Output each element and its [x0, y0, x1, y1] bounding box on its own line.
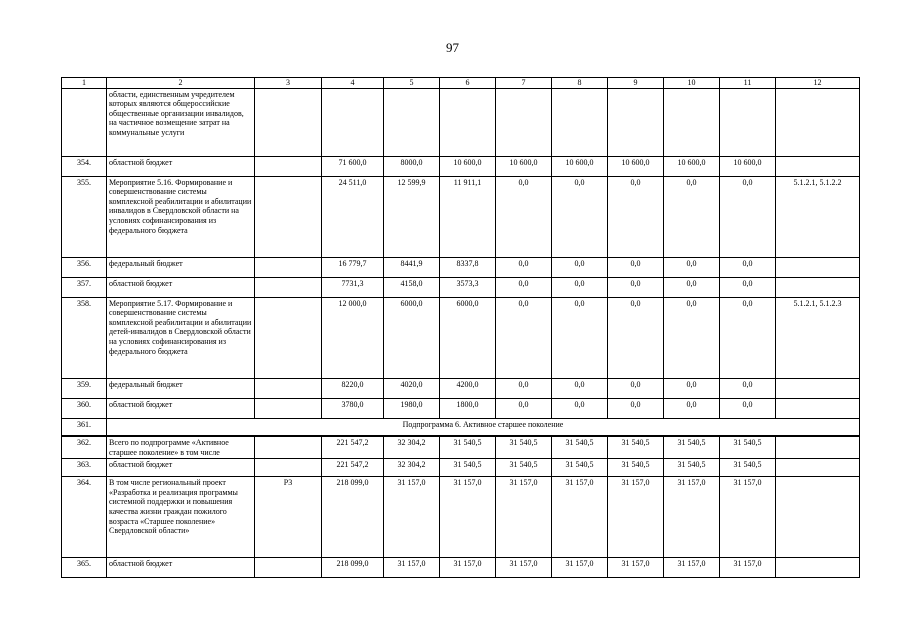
- cell-y1: 32 304,2: [384, 436, 440, 459]
- cell-code: [255, 398, 322, 418]
- cell-target: [776, 436, 860, 459]
- table-row: [62, 156, 860, 176]
- cell-y5: 10 600,0: [608, 156, 664, 176]
- cell-y6: 0,0: [664, 257, 720, 277]
- cell-y1: 32 304,2: [384, 459, 440, 477]
- cell-y3: 0,0: [496, 398, 552, 418]
- cell-y5: 31 540,5: [608, 436, 664, 459]
- cell-y1: 8000,0: [384, 156, 440, 176]
- cell-y1: [384, 88, 440, 156]
- cell-y5: 0,0: [608, 297, 664, 378]
- cell-y5: 31 540,5: [608, 459, 664, 477]
- cell-code: [255, 88, 322, 156]
- cell-y4: 31 157,0: [552, 477, 608, 558]
- column-header: 10: [664, 78, 720, 89]
- cell-num: [62, 88, 107, 156]
- cell-code: [255, 436, 322, 459]
- cell-y5: 0,0: [608, 378, 664, 398]
- cell-num: 364.: [62, 477, 107, 558]
- cell-y7: 31 157,0: [720, 558, 776, 578]
- cell-code: [255, 297, 322, 378]
- cell-y4: 10 600,0: [552, 156, 608, 176]
- cell-y7: 0,0: [720, 277, 776, 297]
- cell-y2: 31 540,5: [440, 459, 496, 477]
- cell-num: 355.: [62, 176, 107, 257]
- cell-target: [776, 558, 860, 578]
- table-row: [62, 257, 860, 277]
- page-number: 97: [446, 40, 459, 55]
- table-row: [62, 277, 860, 297]
- cell-y6: 0,0: [664, 398, 720, 418]
- cell-y7: 10 600,0: [720, 156, 776, 176]
- cell-y4: 0,0: [552, 277, 608, 297]
- cell-desc: федеральный бюджет: [107, 378, 255, 398]
- cell-desc: В том числе региональный проект «Разработка и реализация программы системной поддержки и повышения качества жизни граждан пожилого возраста «Старшее поколение» Свердловской области»: [107, 477, 255, 558]
- cell-y6: 31 540,5: [664, 459, 720, 477]
- cell-target: [776, 257, 860, 277]
- cell-target: [776, 378, 860, 398]
- cell-y1: 31 157,0: [384, 558, 440, 578]
- budget-table: [61, 77, 860, 578]
- cell-desc: областной бюджет: [107, 277, 255, 297]
- cell-target: [776, 398, 860, 418]
- cell-y6: 0,0: [664, 378, 720, 398]
- cell-desc: областной бюджет: [107, 459, 255, 477]
- cell-total: 71 600,0: [322, 156, 384, 176]
- cell-y1: 31 157,0: [384, 477, 440, 558]
- cell-num: 360.: [62, 398, 107, 418]
- cell-y5: 0,0: [608, 398, 664, 418]
- cell-desc: федеральный бюджет: [107, 257, 255, 277]
- cell-y6: 31 157,0: [664, 477, 720, 558]
- cell-y7: 0,0: [720, 398, 776, 418]
- cell-y4: 31 540,5: [552, 436, 608, 459]
- cell-y7: 31 540,5: [720, 459, 776, 477]
- cell-target: [776, 88, 860, 156]
- cell-total: 3780,0: [322, 398, 384, 418]
- cell-total: [322, 88, 384, 156]
- cell-y1: 4158,0: [384, 277, 440, 297]
- table-row: [62, 477, 860, 558]
- column-header: 8: [552, 78, 608, 89]
- column-header: 6: [440, 78, 496, 89]
- cell-y7: 0,0: [720, 257, 776, 277]
- column-header: 5: [384, 78, 440, 89]
- cell-total: 24 511,0: [322, 176, 384, 257]
- column-header: 12: [776, 78, 860, 89]
- cell-y5: 0,0: [608, 176, 664, 257]
- column-header: 11: [720, 78, 776, 89]
- cell-code: [255, 378, 322, 398]
- cell-code: [255, 558, 322, 578]
- cell-y3: 0,0: [496, 277, 552, 297]
- cell-desc: области, единственным учредителем которых являются общероссийские общественные организации инвалидов, на частичное возмещение затрат на коммунальные услуги: [107, 88, 255, 156]
- table-row: [62, 297, 860, 378]
- cell-num: 357.: [62, 277, 107, 297]
- cell-y2: 1800,0: [440, 398, 496, 418]
- cell-y2: 10 600,0: [440, 156, 496, 176]
- cell-y5: 0,0: [608, 277, 664, 297]
- cell-total: 218 099,0: [322, 558, 384, 578]
- cell-num: 362.: [62, 436, 107, 459]
- cell-target: [776, 477, 860, 558]
- cell-num: 358.: [62, 297, 107, 378]
- column-header: 2: [107, 78, 255, 89]
- cell-total: 7731,3: [322, 277, 384, 297]
- cell-y3: 10 600,0: [496, 156, 552, 176]
- cell-num: 363.: [62, 459, 107, 477]
- cell-y3: 31 157,0: [496, 558, 552, 578]
- cell-target: 5.1.2.1, 5.1.2.2: [776, 176, 860, 257]
- cell-y5: 31 157,0: [608, 558, 664, 578]
- cell-target: 5.1.2.1, 5.1.2.3: [776, 297, 860, 378]
- table-row: [62, 459, 860, 477]
- cell-y6: 0,0: [664, 176, 720, 257]
- cell-y6: [664, 88, 720, 156]
- cell-y3: 0,0: [496, 176, 552, 257]
- cell-y2: 31 157,0: [440, 558, 496, 578]
- cell-y5: 0,0: [608, 257, 664, 277]
- cell-num: 354.: [62, 156, 107, 176]
- cell-y6: 31 540,5: [664, 436, 720, 459]
- cell-y7: 31 540,5: [720, 436, 776, 459]
- cell-code: Р3: [255, 477, 322, 558]
- cell-y4: [552, 88, 608, 156]
- cell-num: 359.: [62, 378, 107, 398]
- cell-code: [255, 176, 322, 257]
- cell-target: [776, 277, 860, 297]
- cell-y3: 31 540,5: [496, 459, 552, 477]
- cell-y7: [720, 88, 776, 156]
- cell-y1: 6000,0: [384, 297, 440, 378]
- column-header: 7: [496, 78, 552, 89]
- cell-y6: 10 600,0: [664, 156, 720, 176]
- cell-y3: 0,0: [496, 378, 552, 398]
- cell-desc: Мероприятие 5.16. Формирование и совершенствование системы комплексной реабилитации и абилитации инвалидов в Свердловской области на условиях софинансирования из федерального бюджета: [107, 176, 255, 257]
- column-header: 9: [608, 78, 664, 89]
- cell-desc: Мероприятие 5.17. Формирование и совершенствование системы комплексной реабилитации и абилитации детей-инвалидов в Свердловской области на условиях софинансирования из федерального бюджета: [107, 297, 255, 378]
- column-header: 3: [255, 78, 322, 89]
- cell-y2: [440, 88, 496, 156]
- cell-desc: областной бюджет: [107, 398, 255, 418]
- cell-y2: 31 157,0: [440, 477, 496, 558]
- cell-target: [776, 459, 860, 477]
- cell-code: [255, 257, 322, 277]
- cell-y1: 1980,0: [384, 398, 440, 418]
- cell-total: 8220,0: [322, 378, 384, 398]
- cell-y6: 0,0: [664, 297, 720, 378]
- cell-y4: 0,0: [552, 257, 608, 277]
- table-header-row: [62, 78, 860, 89]
- cell-y1: 8441,9: [384, 257, 440, 277]
- cell-total: 16 779,7: [322, 257, 384, 277]
- cell-y3: [496, 88, 552, 156]
- cell-num: 356.: [62, 257, 107, 277]
- cell-y4: 31 540,5: [552, 459, 608, 477]
- cell-total: 221 547,2: [322, 436, 384, 459]
- cell-y7: 31 157,0: [720, 477, 776, 558]
- cell-desc: областной бюджет: [107, 558, 255, 578]
- cell-y6: 0,0: [664, 277, 720, 297]
- cell-y5: [608, 88, 664, 156]
- cell-num: 365.: [62, 558, 107, 578]
- cell-y3: 31 540,5: [496, 436, 552, 459]
- cell-y4: 31 157,0: [552, 558, 608, 578]
- cell-y4: 0,0: [552, 297, 608, 378]
- cell-y4: 0,0: [552, 398, 608, 418]
- cell-total: 221 547,2: [322, 459, 384, 477]
- cell-y4: 0,0: [552, 378, 608, 398]
- cell-y6: 31 157,0: [664, 558, 720, 578]
- cell-desc: Всего по подпрограмме «Активное старшее поколение» в том числе: [107, 436, 255, 459]
- cell-target: [776, 156, 860, 176]
- cell-y1: 4020,0: [384, 378, 440, 398]
- cell-code: [255, 277, 322, 297]
- cell-y1: 12 599,9: [384, 176, 440, 257]
- cell-y3: 0,0: [496, 297, 552, 378]
- section-row: [62, 418, 860, 436]
- table-row: [62, 176, 860, 257]
- cell-y5: 31 157,0: [608, 477, 664, 558]
- cell-y7: 0,0: [720, 378, 776, 398]
- table-row: [62, 436, 860, 459]
- cell-y4: 0,0: [552, 176, 608, 257]
- cell-y7: 0,0: [720, 176, 776, 257]
- cell-y2: 11 911,1: [440, 176, 496, 257]
- cell-y3: 31 157,0: [496, 477, 552, 558]
- table-row: [62, 378, 860, 398]
- table-row: [62, 558, 860, 578]
- cell-y2: 31 540,5: [440, 436, 496, 459]
- cell-y2: 6000,0: [440, 297, 496, 378]
- cell-y7: 0,0: [720, 297, 776, 378]
- cell-y3: 0,0: [496, 257, 552, 277]
- table-row: [62, 398, 860, 418]
- section-title: Подпрограмма 6. Активное старшее поколение: [107, 418, 860, 436]
- table-row: [62, 88, 860, 156]
- cell-y2: 3573,3: [440, 277, 496, 297]
- cell-code: [255, 156, 322, 176]
- column-header: 4: [322, 78, 384, 89]
- cell-total: 218 099,0: [322, 477, 384, 558]
- cell-total: 12 000,0: [322, 297, 384, 378]
- cell-code: [255, 459, 322, 477]
- column-header: 1: [62, 78, 107, 89]
- cell-y2: 4200,0: [440, 378, 496, 398]
- cell-desc: областной бюджет: [107, 156, 255, 176]
- section-number: 361.: [62, 418, 107, 436]
- cell-y2: 8337,8: [440, 257, 496, 277]
